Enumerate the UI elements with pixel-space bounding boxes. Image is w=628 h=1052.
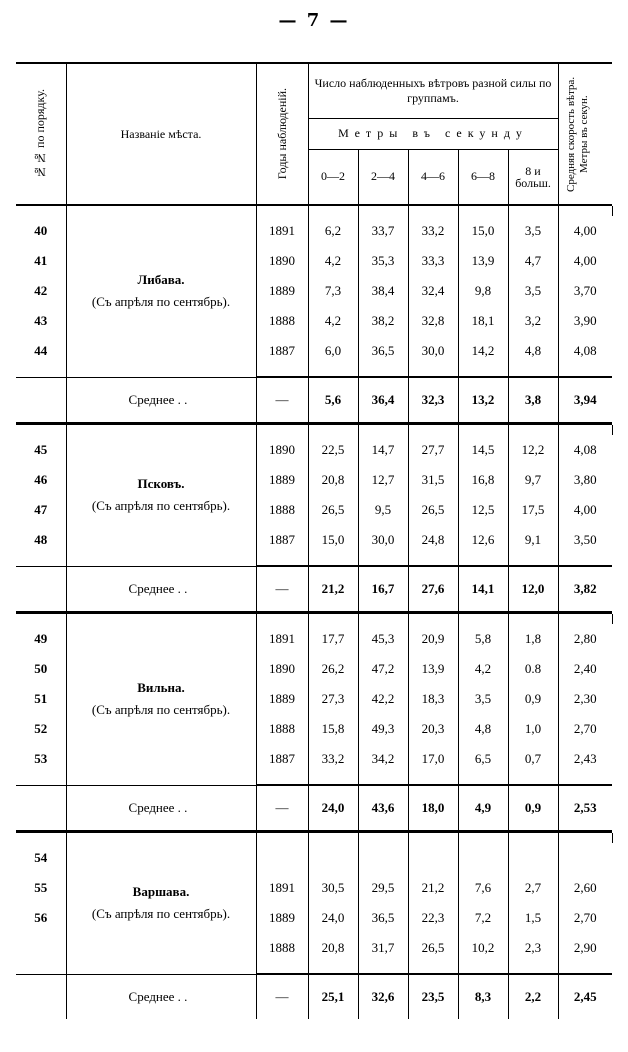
value-cell: 6,5 [458,744,508,774]
value-cell: 13,9 [458,246,508,276]
value-cell: 4,2 [458,654,508,684]
speed-cell: 2,40 [573,661,597,676]
spacer-row [16,366,612,377]
year-cell: 1890 [256,435,308,465]
value-cell: 20,3 [408,714,458,744]
average-label: Среднее . . [66,566,256,613]
value-cell: 10,2 [458,933,508,963]
row-number: 44 [34,343,48,358]
average-value: 2,2 [508,974,558,1019]
header-range: 2—4 [358,149,408,205]
value-cell: 26,5 [408,495,458,525]
value-cell: 12,6 [458,525,508,555]
header-years-label: Годы наблюденій. [274,88,289,180]
value-cell: 9,7 [508,465,558,495]
value-cell: 27,7 [408,435,458,465]
value-cell: 2,3 [508,933,558,963]
value-cell: 33,2 [408,216,458,246]
value-cell: 29,5 [358,873,408,903]
average-value: 32,6 [358,974,408,1019]
year-cell: 1888 [256,495,308,525]
header-range: 6—8 [458,149,508,205]
row-number: 42 [34,283,48,298]
average-year-dash: — [256,377,308,424]
header-place: Названіе мѣста. [66,63,256,205]
value-cell: 15,8 [308,714,358,744]
year-cell: 1888 [256,306,308,336]
value-cell: 31,7 [358,933,408,963]
station-period: (Съ апрѣля по сентябрь). [91,498,231,513]
year-cell: 1889 [256,903,308,933]
value-cell: 4,7 [508,246,558,276]
year-cell: 1888 [256,933,308,963]
value-cell: 33,7 [358,216,408,246]
speed-cell: 3,50 [573,532,597,547]
value-cell: 4,2 [308,306,358,336]
value-cell: 1,0 [508,714,558,744]
value-cell: 26,2 [308,654,358,684]
speed-cell: 4,00 [573,253,597,268]
header-range: 4—6 [408,149,458,205]
average-spacer [16,377,66,424]
spacer-row [16,963,612,974]
row-number: 49 [34,631,48,646]
value-cell: 1,5 [508,903,558,933]
value-cell: 14,5 [458,435,508,465]
value-cell: 33,2 [308,744,358,774]
value-cell: 4,8 [458,714,508,744]
station-period: (Съ апрѣля по сентябрь). [91,906,231,921]
average-value: 43,6 [358,785,408,832]
value-cell: 20,9 [408,624,458,654]
year-cell: 1889 [256,276,308,306]
average-value: 25,1 [308,974,358,1019]
value-cell: 22,5 [308,435,358,465]
value-cell: 9,5 [358,495,408,525]
value-cell: 1,8 [508,624,558,654]
speed-cell: 2,70 [573,910,597,925]
value-cell: 6,0 [308,336,358,366]
year-cell: 1889 [256,684,308,714]
row-number: 52 [34,721,48,736]
header-metry: Метры въ секунду [308,119,558,149]
value-cell: 16,8 [458,465,508,495]
value-cell: 36,5 [358,903,408,933]
header-range: 8 и больш. [508,149,558,205]
spacer-row [16,833,612,843]
value-cell: 12,7 [358,465,408,495]
average-value: 5,6 [308,377,358,424]
value-cell: 5,8 [458,624,508,654]
speed-cell: 2,70 [573,721,597,736]
station-period: (Съ апрѣля по сентябрь). [91,702,231,717]
value-cell: 30,5 [308,873,358,903]
average-value: 12,0 [508,566,558,613]
station-name: Псковъ. [137,476,185,491]
value-cell: 0,7 [508,744,558,774]
row-number: 43 [34,313,48,328]
header-num [16,63,66,205]
value-cell: 3,5 [458,684,508,714]
speed-cell: 2,90 [573,940,597,955]
value-cell: 27,3 [308,684,358,714]
page-number: — 7 — [278,10,350,31]
value-cell: 33,3 [408,246,458,276]
average-value: 13,2 [458,377,508,424]
spacer-row [16,425,612,435]
row-number: 56 [34,910,48,925]
speed-cell [558,843,612,873]
row-number: 46 [34,472,48,487]
average-value: 27,6 [408,566,458,613]
average-value: 21,2 [308,566,358,613]
row-number: 55 [34,880,48,895]
value-cell: 12,5 [458,495,508,525]
value-cell: 35,3 [358,246,408,276]
table-row [16,216,612,246]
year-cell: 1888 [256,714,308,744]
spacer-row [16,555,612,566]
average-spacer [16,974,66,1019]
value-cell: 20,8 [308,933,358,963]
header-range: 0—2 [308,149,358,205]
value-cell: 7,2 [458,903,508,933]
year-cell: 1887 [256,744,308,774]
table-row [16,843,612,873]
average-row [16,377,612,424]
value-cell: 18,1 [458,306,508,336]
year-cell: 1891 [256,873,308,903]
value-cell: 17,5 [508,495,558,525]
value-cell: 32,4 [408,276,458,306]
speed-cell: 4,08 [573,343,597,358]
average-speed: 2,53 [558,785,612,832]
average-value: 23,5 [408,974,458,1019]
average-value: 16,7 [358,566,408,613]
station-name: Вильна. [137,680,185,695]
station-name: Либава. [137,272,185,287]
value-cell: 17,0 [408,744,458,774]
table-row [16,624,612,654]
value-cell: 21,2 [408,873,458,903]
station-name: Варшава. [132,884,190,899]
value-cell: 12,2 [508,435,558,465]
row-number [16,933,66,963]
speed-cell: 4,08 [573,442,597,457]
speed-cell: 2,60 [573,880,597,895]
speed-cell: 4,00 [573,223,597,238]
average-row [16,785,612,832]
header-group-title: Число наблюденныхъ вѣтровъ разной силы по группамъ. [308,63,558,119]
value-cell: 15,0 [458,216,508,246]
value-cell: 17,7 [308,624,358,654]
row-number: 47 [34,502,48,517]
value-cell: 7,3 [308,276,358,306]
average-spacer [16,566,66,613]
average-value: 4,9 [458,785,508,832]
average-value: 32,3 [408,377,458,424]
year-cell: 1890 [256,246,308,276]
value-cell: 34,2 [358,744,408,774]
year-cell: 1887 [256,336,308,366]
value-cell: 4,8 [508,336,558,366]
speed-cell: 3,80 [573,472,597,487]
speed-cell: 4,00 [573,502,597,517]
value-cell: 2,7 [508,873,558,903]
value-cell: 6,2 [308,216,358,246]
average-year-dash: — [256,974,308,1019]
average-label: Среднее . . [66,377,256,424]
average-value: 36,4 [358,377,408,424]
wind-table [16,62,613,1019]
year-cell: 1890 [256,654,308,684]
value-cell: 0.8 [508,654,558,684]
value-cell: 30,0 [408,336,458,366]
year-cell: 1891 [256,624,308,654]
row-number: 41 [34,253,48,268]
value-cell: 9,1 [508,525,558,555]
value-cell [458,843,508,873]
average-speed: 3,94 [558,377,612,424]
value-cell: 15,0 [308,525,358,555]
year-cell: 1887 [256,525,308,555]
average-value: 18,0 [408,785,458,832]
value-cell: 0,9 [508,684,558,714]
value-cell: 36,5 [358,336,408,366]
spacer-row [16,614,612,624]
header-avg-speed [558,63,612,205]
station-period: (Съ апрѣля по сентябрь). [91,294,231,309]
value-cell: 9,8 [458,276,508,306]
station-name-cell [66,216,256,366]
value-cell: 18,3 [408,684,458,714]
speed-cell: 2,30 [573,691,597,706]
row-number: 53 [34,751,48,766]
year-cell: 1891 [256,216,308,246]
header-avg-speed-label: Средняя скорость вѣтра. Метры въ секун. [565,76,591,192]
table-body [16,206,612,1019]
value-cell [508,843,558,873]
value-cell: 47,2 [358,654,408,684]
value-cell: 3,5 [508,276,558,306]
year-cell [256,843,308,873]
value-cell: 3,5 [508,216,558,246]
row-number: 50 [34,661,48,676]
average-spacer [16,785,66,832]
header-num-label: №№ по порядку. [33,89,48,179]
value-cell: 30,0 [358,525,408,555]
average-value: 24,0 [308,785,358,832]
value-cell: 14,2 [458,336,508,366]
spacer-row [16,774,612,785]
value-cell: 24,8 [408,525,458,555]
value-cell: 14,7 [358,435,408,465]
average-value: 3,8 [508,377,558,424]
value-cell: 13,9 [408,654,458,684]
row-number: 51 [34,691,48,706]
average-value: 14,1 [458,566,508,613]
average-speed: 3,82 [558,566,612,613]
speed-cell: 2,80 [573,631,597,646]
average-value: 0,9 [508,785,558,832]
header-years [256,63,308,205]
value-cell: 32,8 [408,306,458,336]
station-name-cell [66,843,256,963]
row-number: 45 [34,442,48,457]
value-cell: 45,3 [358,624,408,654]
average-label: Среднее . . [66,785,256,832]
value-cell: 4,2 [308,246,358,276]
value-cell [408,843,458,873]
value-cell: 7,6 [458,873,508,903]
value-cell [308,843,358,873]
station-name-cell [66,435,256,555]
value-cell [358,843,408,873]
spacer-row [16,206,612,216]
value-cell: 20,8 [308,465,358,495]
value-cell: 42,2 [358,684,408,714]
average-speed: 2,45 [558,974,612,1019]
average-year-dash: — [256,566,308,613]
table-row [16,435,612,465]
value-cell: 49,3 [358,714,408,744]
average-label: Среднее . . [66,974,256,1019]
value-cell: 26,5 [408,933,458,963]
row-number: 54 [34,850,48,865]
value-cell: 38,4 [358,276,408,306]
value-cell: 26,5 [308,495,358,525]
average-row [16,974,612,1019]
average-row [16,566,612,613]
value-cell: 38,2 [358,306,408,336]
row-number: 48 [34,532,48,547]
year-cell: 1889 [256,465,308,495]
value-cell: 3,2 [508,306,558,336]
value-cell: 24,0 [308,903,358,933]
speed-cell: 2,43 [573,751,597,766]
value-cell: 22,3 [408,903,458,933]
station-name-cell [66,624,256,774]
row-number: 40 [34,223,48,238]
speed-cell: 3,90 [573,313,597,328]
speed-cell: 3,70 [573,283,597,298]
average-value: 8,3 [458,974,508,1019]
average-year-dash: — [256,785,308,832]
value-cell: 31,5 [408,465,458,495]
